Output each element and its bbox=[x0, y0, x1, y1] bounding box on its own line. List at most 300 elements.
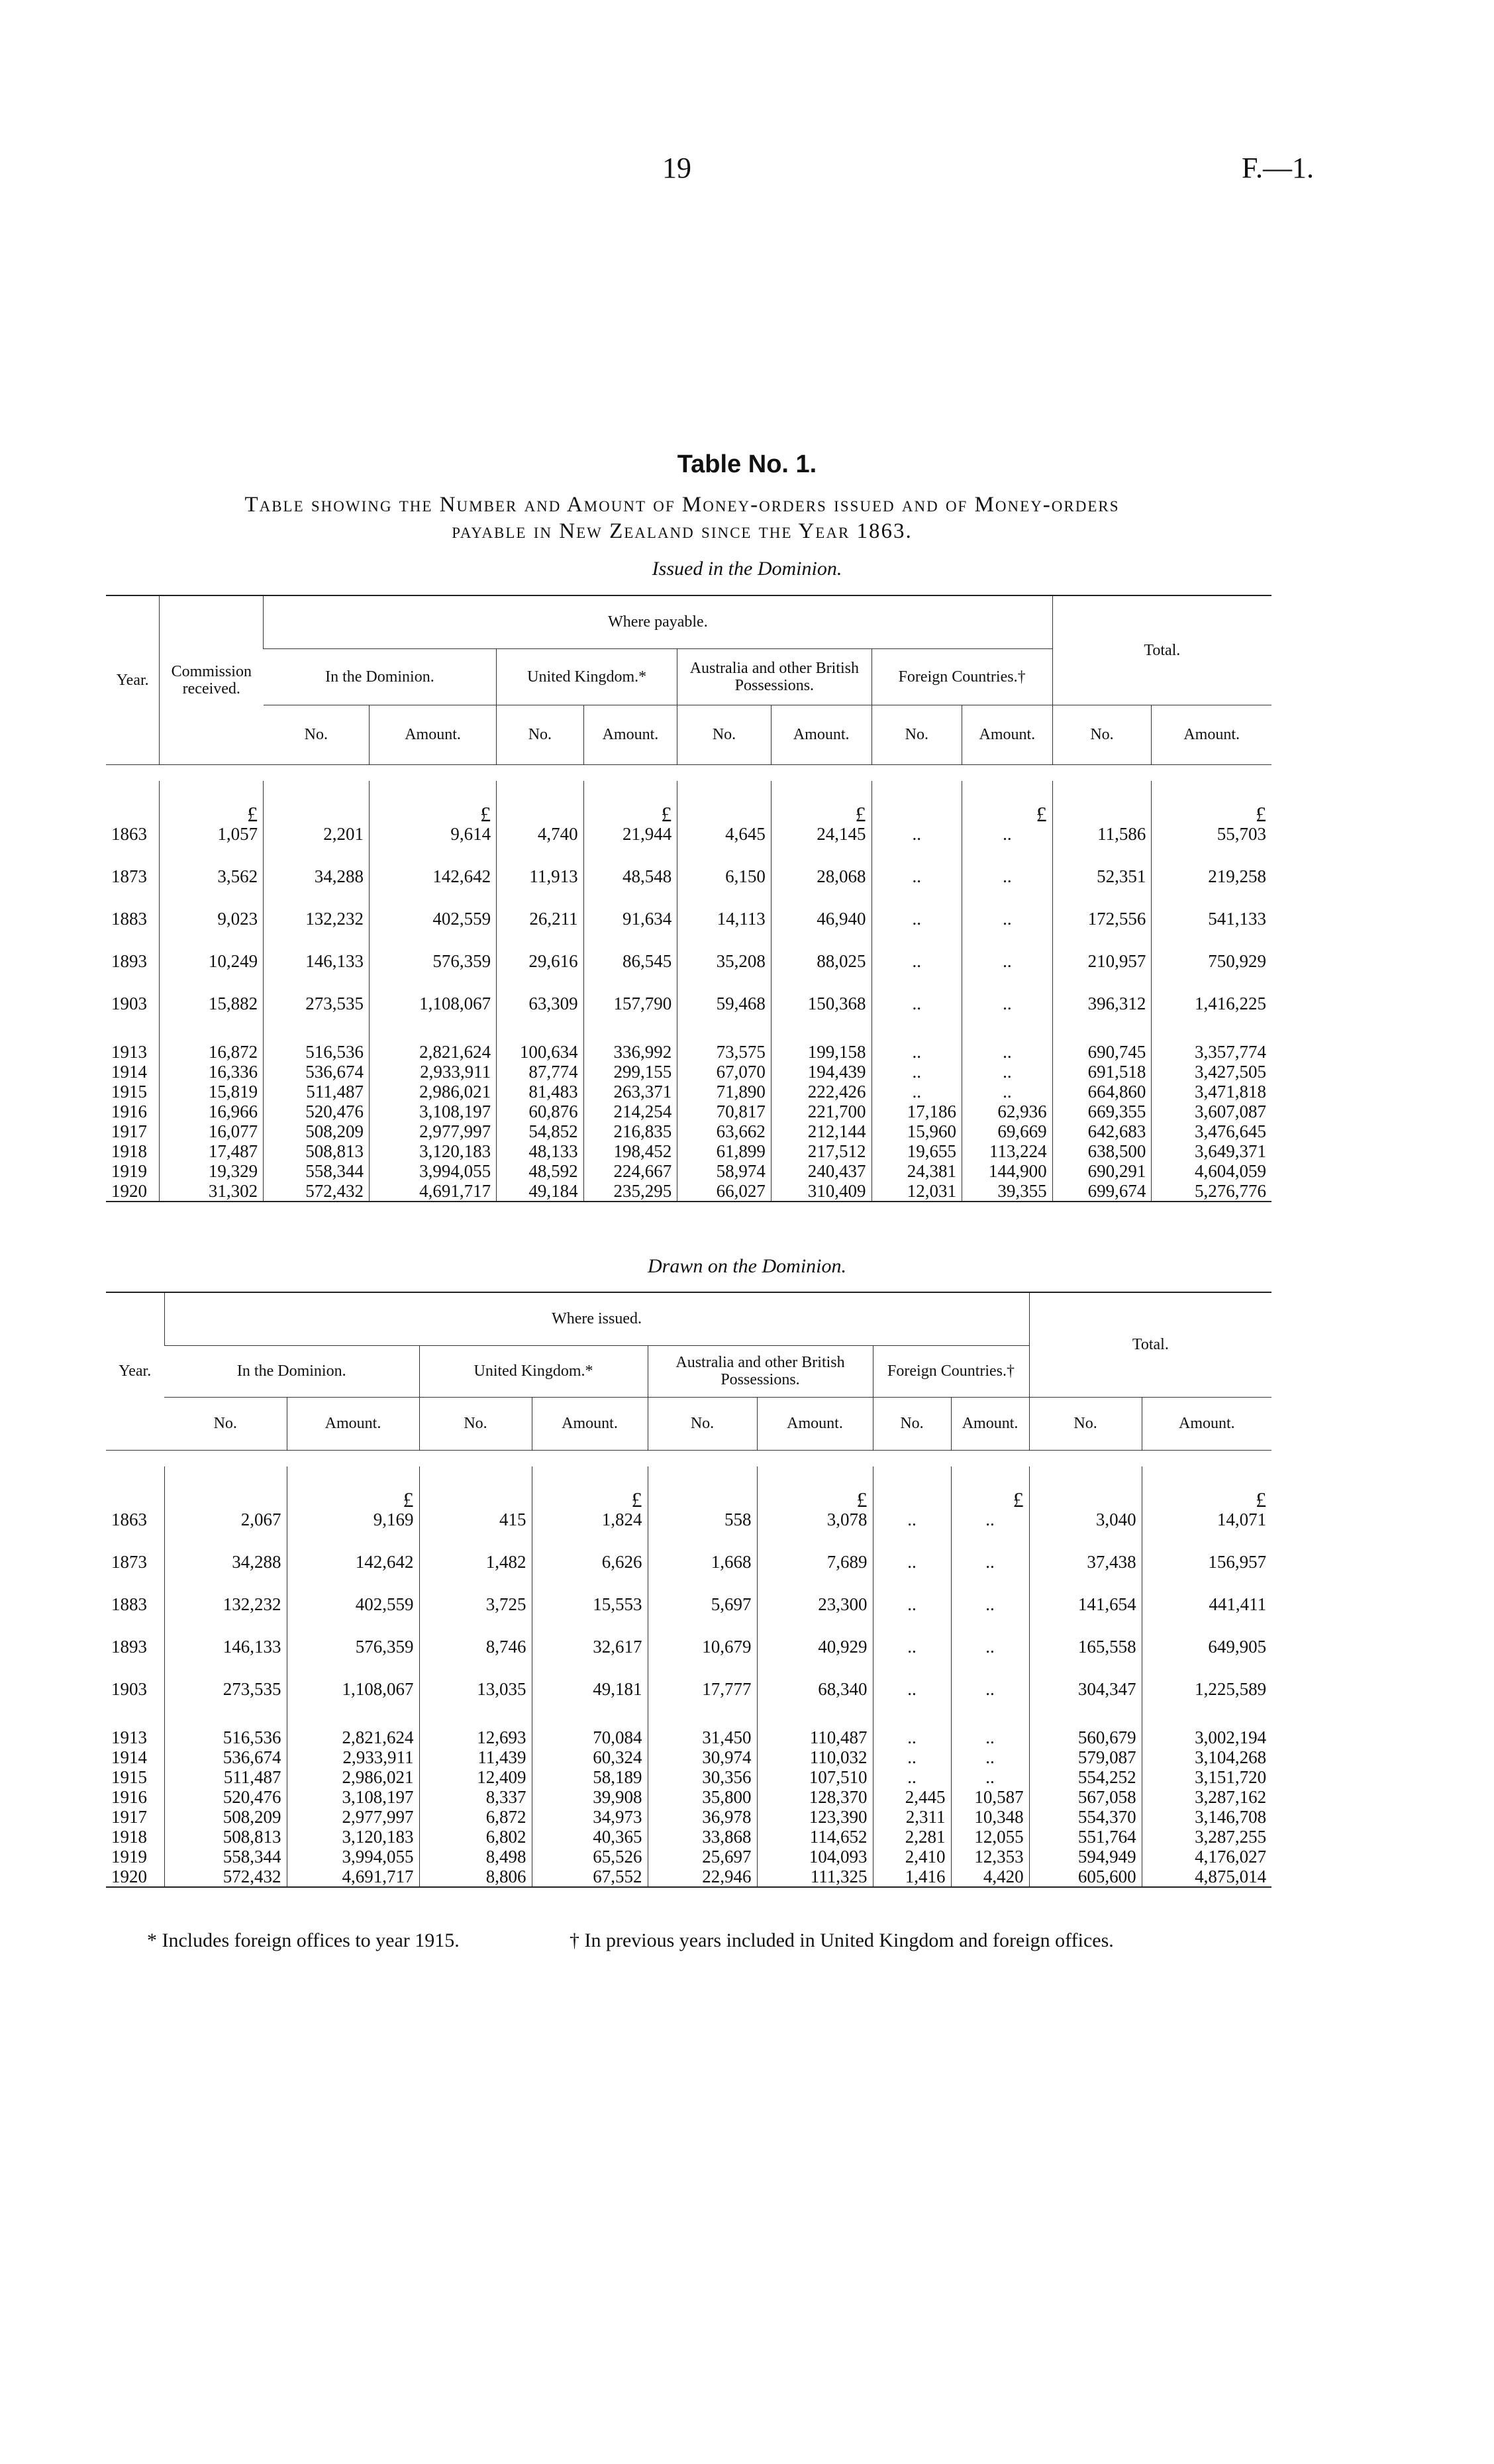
value-cell bbox=[264, 1161, 370, 1181]
value-cell bbox=[1029, 1767, 1142, 1787]
value-cell bbox=[677, 1082, 772, 1102]
value-cell bbox=[872, 1181, 962, 1202]
cell-text: 4,604,059 bbox=[1195, 1160, 1266, 1181]
cell-text: 6,626 bbox=[601, 1551, 642, 1572]
cell-text: 3,146,708 bbox=[1195, 1806, 1267, 1827]
cell-text: .. bbox=[907, 1727, 917, 1747]
value-cell bbox=[287, 1807, 419, 1827]
value-cell bbox=[1142, 1767, 1271, 1787]
gap-cell bbox=[369, 1014, 496, 1042]
pound-sign: £ bbox=[856, 1487, 868, 1512]
cell-text: 25,697 bbox=[702, 1846, 752, 1867]
cell-text: 34,973 bbox=[593, 1806, 642, 1827]
cell-text: .. bbox=[907, 1767, 917, 1787]
empty-cell bbox=[873, 1767, 951, 1787]
year-cell bbox=[106, 845, 160, 887]
value-cell bbox=[287, 1657, 419, 1700]
cell-text: 146,133 bbox=[305, 950, 364, 971]
page-reference: F.—1. bbox=[1242, 152, 1314, 184]
foreign-countries-header: Foreign Countries.† bbox=[872, 648, 1052, 705]
cell-text: 39,908 bbox=[593, 1786, 642, 1807]
cell-text: 441,411 bbox=[1209, 1594, 1267, 1614]
subheader-amount: Amount. bbox=[1152, 705, 1271, 764]
cell-text: 649,905 bbox=[1208, 1636, 1267, 1657]
empty-cell bbox=[951, 1615, 1029, 1657]
table-row bbox=[106, 781, 1271, 845]
value-cell bbox=[160, 781, 264, 845]
value-cell bbox=[583, 1102, 677, 1121]
empty-cell bbox=[872, 845, 962, 887]
value-cell bbox=[369, 845, 496, 887]
value-cell bbox=[419, 1767, 532, 1787]
value-cell bbox=[757, 1767, 873, 1787]
value-cell bbox=[583, 845, 677, 887]
value-cell bbox=[532, 1767, 648, 1787]
cell-text: 3,078 bbox=[826, 1509, 868, 1529]
cell-text: .. bbox=[985, 1678, 995, 1699]
cell-text: 7,689 bbox=[826, 1551, 868, 1572]
empty-cell bbox=[962, 1042, 1053, 1062]
cell-text: 222,426 bbox=[807, 1081, 866, 1102]
value-cell bbox=[962, 1121, 1053, 1141]
cell-text: 11,439 bbox=[477, 1747, 526, 1767]
cell-text: 17,777 bbox=[702, 1678, 752, 1699]
value-cell bbox=[369, 1102, 496, 1121]
cell-text: 8,746 bbox=[485, 1636, 526, 1657]
cell-text: 273,535 bbox=[223, 1678, 281, 1699]
cell-text: 1920 bbox=[111, 1866, 147, 1886]
cell-text: 1883 bbox=[111, 908, 147, 929]
value-cell bbox=[872, 1141, 962, 1161]
value-cell bbox=[1029, 1657, 1142, 1700]
value-cell bbox=[287, 1787, 419, 1807]
value-cell bbox=[1052, 845, 1152, 887]
value-cell bbox=[264, 887, 370, 929]
cell-text: 17,487 bbox=[208, 1141, 258, 1161]
cell-text: 8,337 bbox=[485, 1786, 526, 1807]
cell-text: 22,946 bbox=[702, 1866, 752, 1886]
cell-text: 1893 bbox=[111, 1636, 147, 1657]
value-cell bbox=[1029, 1727, 1142, 1747]
cell-text: 11,913 bbox=[529, 866, 578, 886]
cell-text: 3,476,645 bbox=[1195, 1121, 1266, 1141]
value-cell bbox=[264, 929, 370, 972]
value-cell bbox=[771, 1121, 872, 1141]
cell-text: .. bbox=[1003, 993, 1012, 1013]
cell-text: 1913 bbox=[111, 1041, 147, 1062]
value-cell bbox=[497, 1181, 583, 1202]
cell-text: 68,340 bbox=[818, 1678, 868, 1699]
cell-text: 48,592 bbox=[528, 1160, 578, 1181]
year-cell bbox=[106, 1082, 160, 1102]
value-cell bbox=[648, 1530, 757, 1572]
value-cell bbox=[164, 1827, 287, 1847]
value-cell bbox=[677, 1062, 772, 1082]
empty-cell bbox=[872, 887, 962, 929]
cell-text: 508,813 bbox=[223, 1826, 281, 1847]
value-cell bbox=[160, 1121, 264, 1141]
cell-text: 5,276,776 bbox=[1195, 1180, 1266, 1201]
value-cell bbox=[1142, 1530, 1271, 1572]
issued-section-title: Issued in the Dominion. bbox=[652, 558, 842, 580]
cell-text: 150,368 bbox=[807, 993, 866, 1013]
value-cell bbox=[164, 1657, 287, 1700]
cell-text: 67,552 bbox=[593, 1866, 642, 1886]
value-cell bbox=[264, 1181, 370, 1202]
cell-text: 2,821,624 bbox=[419, 1041, 491, 1062]
gap-cell bbox=[532, 1700, 648, 1727]
cell-text: 217,512 bbox=[807, 1141, 866, 1161]
year-cell bbox=[106, 1787, 164, 1807]
value-cell bbox=[369, 1161, 496, 1181]
value-cell bbox=[771, 1082, 872, 1102]
cell-text: 554,370 bbox=[1077, 1806, 1136, 1827]
value-cell bbox=[771, 781, 872, 845]
cell-text: 520,476 bbox=[305, 1101, 364, 1121]
table-row bbox=[106, 1082, 1271, 1102]
cell-text: 3,562 bbox=[217, 866, 258, 886]
cell-text: 3,994,055 bbox=[342, 1846, 414, 1867]
empty-cell bbox=[873, 1572, 951, 1615]
cell-text: 1893 bbox=[111, 950, 147, 971]
value-cell bbox=[160, 1042, 264, 1062]
gap-cell bbox=[287, 1700, 419, 1727]
cell-text: 26,211 bbox=[529, 908, 578, 929]
value-cell bbox=[287, 1530, 419, 1572]
year-cell bbox=[106, 1767, 164, 1787]
cell-text: 123,390 bbox=[809, 1806, 868, 1827]
value-cell bbox=[160, 887, 264, 929]
total-header: Total. bbox=[1052, 595, 1271, 705]
cell-text: 6,802 bbox=[485, 1826, 526, 1847]
cell-text: 4,740 bbox=[537, 823, 578, 844]
empty-cell bbox=[962, 845, 1053, 887]
cell-text: 2,986,021 bbox=[419, 1081, 491, 1102]
value-cell bbox=[287, 1466, 419, 1530]
cell-text: 9,614 bbox=[450, 823, 491, 844]
cell-text: 2,445 bbox=[905, 1786, 946, 1807]
empty-cell bbox=[951, 1572, 1029, 1615]
cell-text: .. bbox=[912, 993, 922, 1013]
cell-text: 3,725 bbox=[485, 1594, 526, 1614]
cell-text: .. bbox=[907, 1747, 917, 1767]
value-cell bbox=[951, 1807, 1029, 1827]
cell-text: 34,288 bbox=[232, 1551, 281, 1572]
value-cell bbox=[648, 1747, 757, 1767]
subheader-no: No. bbox=[497, 705, 583, 764]
cell-text: 1916 bbox=[111, 1786, 147, 1807]
cell-text: 3,108,197 bbox=[419, 1101, 491, 1121]
empty-cell bbox=[872, 781, 962, 845]
value-cell bbox=[757, 1787, 873, 1807]
year-cell bbox=[106, 1615, 164, 1657]
cell-text: 1,824 bbox=[601, 1509, 642, 1529]
table-row bbox=[106, 1181, 1271, 1202]
cell-text: 1863 bbox=[111, 1509, 147, 1529]
cell-text: 61,899 bbox=[716, 1141, 766, 1161]
cell-text: 17,186 bbox=[907, 1101, 957, 1121]
year-cell bbox=[106, 972, 160, 1014]
gap-cell bbox=[757, 1700, 873, 1727]
cell-text: 23,300 bbox=[818, 1594, 868, 1614]
cell-text: 67,070 bbox=[716, 1061, 766, 1082]
cell-text: 2,933,911 bbox=[342, 1747, 414, 1767]
cell-text: 24,381 bbox=[907, 1160, 957, 1181]
cell-text: 12,353 bbox=[974, 1846, 1024, 1867]
cell-text: 4,875,014 bbox=[1195, 1866, 1267, 1886]
empty-cell bbox=[962, 929, 1053, 972]
year-cell bbox=[106, 1727, 164, 1747]
value-cell bbox=[164, 1530, 287, 1572]
cell-text: 19,655 bbox=[907, 1141, 957, 1161]
cell-text: 554,252 bbox=[1077, 1767, 1136, 1787]
cell-text: 16,966 bbox=[208, 1101, 258, 1121]
cell-text: 37,438 bbox=[1087, 1551, 1136, 1572]
cell-text: 132,232 bbox=[305, 908, 364, 929]
value-cell bbox=[648, 1615, 757, 1657]
year-cell bbox=[106, 1807, 164, 1827]
value-cell bbox=[1152, 1102, 1271, 1121]
value-cell bbox=[962, 1181, 1053, 1202]
cell-text: .. bbox=[912, 1041, 922, 1062]
cell-text: 1,482 bbox=[485, 1551, 526, 1572]
empty-cell bbox=[873, 1747, 951, 1767]
value-cell bbox=[583, 972, 677, 1014]
cell-text: 48,133 bbox=[528, 1141, 578, 1161]
value-cell bbox=[757, 1657, 873, 1700]
cell-text: .. bbox=[912, 1081, 922, 1102]
value-cell bbox=[872, 1161, 962, 1181]
empty-cell bbox=[872, 972, 962, 1014]
cell-text: 10,679 bbox=[702, 1636, 752, 1657]
year-cell bbox=[106, 1042, 160, 1062]
pound-sign: £ bbox=[403, 1487, 414, 1512]
cell-text: 263,371 bbox=[613, 1081, 672, 1102]
subtitle-line-1: Table showing the Number and Amount of Money-orders issued and of Money-orders bbox=[244, 493, 1120, 517]
cell-text: 52,351 bbox=[1097, 866, 1146, 886]
value-cell bbox=[757, 1530, 873, 1572]
value-cell bbox=[951, 1787, 1029, 1807]
cell-text: 13,035 bbox=[477, 1678, 526, 1699]
value-cell bbox=[757, 1727, 873, 1747]
value-cell bbox=[287, 1572, 419, 1615]
subheader-no: No. bbox=[1052, 705, 1152, 764]
gap-cell bbox=[160, 1014, 264, 1042]
cell-text: 1,108,067 bbox=[419, 993, 491, 1013]
year-header: Year. bbox=[116, 671, 149, 689]
cell-text: 107,510 bbox=[809, 1767, 868, 1787]
subheader-no: No. bbox=[1029, 1397, 1142, 1450]
value-cell bbox=[264, 845, 370, 887]
value-cell bbox=[757, 1867, 873, 1887]
cell-text: 30,974 bbox=[702, 1747, 752, 1767]
value-cell bbox=[369, 781, 496, 845]
value-cell bbox=[532, 1466, 648, 1530]
empty-cell bbox=[873, 1615, 951, 1657]
cell-text: 1919 bbox=[111, 1846, 147, 1867]
value-cell bbox=[264, 1062, 370, 1082]
empty-cell bbox=[873, 1530, 951, 1572]
value-cell bbox=[164, 1787, 287, 1807]
gap-cell bbox=[951, 1700, 1029, 1727]
value-cell bbox=[757, 1807, 873, 1827]
cell-text: 144,900 bbox=[988, 1160, 1047, 1181]
cell-text: 55,703 bbox=[1217, 823, 1266, 844]
empty-cell bbox=[873, 1466, 951, 1530]
cell-text: 1,057 bbox=[217, 823, 258, 844]
value-cell bbox=[532, 1867, 648, 1887]
cell-text: 81,483 bbox=[528, 1081, 578, 1102]
value-cell bbox=[771, 1062, 872, 1082]
cell-text: 1919 bbox=[111, 1160, 147, 1181]
value-cell bbox=[1142, 1847, 1271, 1867]
value-cell bbox=[648, 1867, 757, 1887]
value-cell bbox=[583, 1161, 677, 1181]
value-cell bbox=[1052, 781, 1152, 845]
cell-text: 642,683 bbox=[1087, 1121, 1146, 1141]
cell-text: 63,662 bbox=[716, 1121, 766, 1141]
drawn-total-header: Total. bbox=[1029, 1292, 1271, 1397]
cell-text: 1,108,067 bbox=[342, 1678, 414, 1699]
value-cell bbox=[287, 1615, 419, 1657]
cell-text: 60,876 bbox=[528, 1101, 578, 1121]
year-cell bbox=[106, 887, 160, 929]
value-cell bbox=[1029, 1867, 1142, 1887]
cell-text: 750,929 bbox=[1208, 950, 1266, 971]
cell-text: 10,348 bbox=[974, 1806, 1024, 1827]
value-cell bbox=[419, 1530, 532, 1572]
value-cell bbox=[287, 1727, 419, 1747]
value-cell bbox=[757, 1827, 873, 1847]
page-number: 19 bbox=[662, 152, 691, 184]
value-cell bbox=[1152, 929, 1271, 972]
cell-text: 10,587 bbox=[974, 1786, 1024, 1807]
table-row bbox=[106, 887, 1271, 929]
cell-text: 87,774 bbox=[528, 1061, 578, 1082]
value-cell bbox=[264, 1141, 370, 1161]
cell-text: 2,977,997 bbox=[342, 1806, 414, 1827]
cell-text: 576,359 bbox=[355, 1636, 414, 1657]
value-cell bbox=[419, 1572, 532, 1615]
value-cell bbox=[1152, 1082, 1271, 1102]
value-cell bbox=[583, 887, 677, 929]
empty-cell bbox=[951, 1530, 1029, 1572]
cell-text: 3,649,371 bbox=[1195, 1141, 1266, 1161]
cell-text: .. bbox=[1003, 1041, 1012, 1062]
cell-text: 49,184 bbox=[528, 1180, 578, 1201]
value-cell bbox=[583, 929, 677, 972]
value-cell bbox=[677, 929, 772, 972]
cell-text: 62,936 bbox=[997, 1101, 1047, 1121]
value-cell bbox=[1142, 1466, 1271, 1530]
cell-text: 35,800 bbox=[702, 1786, 752, 1807]
empty-cell bbox=[962, 781, 1053, 845]
cell-text: 1863 bbox=[111, 823, 147, 844]
drawn-in-dominion-header: In the Dominion. bbox=[164, 1345, 419, 1397]
cell-text: 699,674 bbox=[1087, 1180, 1146, 1201]
cell-text: 12,409 bbox=[477, 1767, 526, 1787]
value-cell bbox=[873, 1827, 951, 1847]
value-cell bbox=[1142, 1572, 1271, 1615]
value-cell bbox=[1029, 1787, 1142, 1807]
cell-text: 2,977,997 bbox=[419, 1121, 491, 1141]
cell-text: 560,679 bbox=[1077, 1727, 1136, 1747]
value-cell bbox=[873, 1867, 951, 1887]
cell-text: .. bbox=[985, 1747, 995, 1767]
cell-text: 31,302 bbox=[208, 1180, 258, 1201]
cell-text: .. bbox=[985, 1551, 995, 1572]
cell-text: .. bbox=[907, 1509, 917, 1529]
subheader-no: No. bbox=[213, 1415, 237, 1432]
value-cell bbox=[677, 1121, 772, 1141]
cell-text: .. bbox=[1003, 823, 1012, 844]
value-cell bbox=[771, 972, 872, 1014]
cell-text: 3,108,197 bbox=[342, 1786, 414, 1807]
value-cell bbox=[962, 1102, 1053, 1121]
value-cell bbox=[164, 1847, 287, 1867]
table-row bbox=[106, 1161, 1271, 1181]
cell-text: 32,617 bbox=[593, 1636, 642, 1657]
cell-text: 165,558 bbox=[1077, 1636, 1136, 1657]
value-cell bbox=[497, 1161, 583, 1181]
value-cell bbox=[1152, 1062, 1271, 1082]
value-cell bbox=[532, 1572, 648, 1615]
table-row bbox=[106, 1141, 1271, 1161]
pound-sign: £ bbox=[1013, 1487, 1024, 1512]
cell-text: 24,145 bbox=[817, 823, 866, 844]
year-cell bbox=[106, 1847, 164, 1867]
value-cell bbox=[872, 1121, 962, 1141]
cell-text: 691,518 bbox=[1087, 1061, 1146, 1082]
cell-text: 2,410 bbox=[905, 1846, 946, 1867]
value-cell bbox=[1029, 1466, 1142, 1530]
value-cell bbox=[369, 1082, 496, 1102]
value-cell bbox=[164, 1615, 287, 1657]
cell-text: 48,548 bbox=[622, 866, 672, 886]
cell-text: 16,077 bbox=[208, 1121, 258, 1141]
year-cell bbox=[106, 929, 160, 972]
cell-text: 132,232 bbox=[223, 1594, 281, 1614]
value-cell bbox=[583, 1181, 677, 1202]
value-cell bbox=[160, 1181, 264, 1202]
cell-text: 2,311 bbox=[905, 1806, 946, 1827]
cell-text: 605,600 bbox=[1077, 1866, 1136, 1886]
cell-text: 40,365 bbox=[593, 1826, 642, 1847]
value-cell bbox=[160, 929, 264, 972]
year-cell bbox=[106, 1657, 164, 1700]
cell-text: 212,144 bbox=[807, 1121, 866, 1141]
cell-text: 6,872 bbox=[485, 1806, 526, 1827]
cell-text: .. bbox=[985, 1727, 995, 1747]
cell-text: 221,700 bbox=[807, 1101, 866, 1121]
value-cell bbox=[1152, 972, 1271, 1014]
gap-cell bbox=[962, 1014, 1053, 1042]
value-cell bbox=[369, 929, 496, 972]
value-cell bbox=[419, 1787, 532, 1807]
empty-cell bbox=[951, 1767, 1029, 1787]
cell-text: 198,452 bbox=[613, 1141, 672, 1161]
value-cell bbox=[1029, 1847, 1142, 1867]
cell-text: 558 bbox=[724, 1509, 752, 1529]
table-row bbox=[106, 1747, 1271, 1767]
cell-text: 216,835 bbox=[613, 1121, 672, 1141]
value-cell bbox=[419, 1827, 532, 1847]
cell-text: 1,668 bbox=[711, 1551, 752, 1572]
cell-text: 310,409 bbox=[807, 1180, 866, 1201]
table-row bbox=[106, 1807, 1271, 1827]
year-cell bbox=[106, 781, 160, 845]
value-cell bbox=[1052, 1082, 1152, 1102]
